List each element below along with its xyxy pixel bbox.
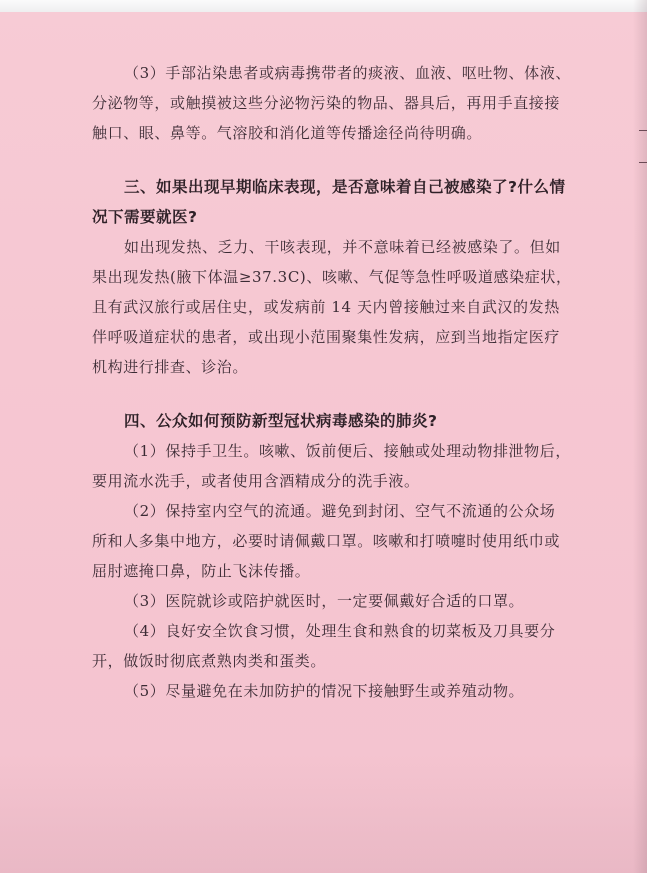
list-item	[92, 586, 560, 616]
text-line: 伴呼吸道症状的患者，或出现小范围聚集性发病，应到当地指定医疗	[92, 328, 561, 346]
text-line: 果出现发热(腋下体温≥37.3C)、咳嗽、气促等急性呼吸道感染症状，	[92, 268, 572, 286]
section-4	[92, 406, 571, 706]
text-line: 开，做饭时彻底煮熟肉类和蛋类。	[92, 652, 327, 670]
text-line: （3）医院就诊或陪护就医时，一定要佩戴好合适的口罩。	[124, 592, 525, 610]
section-3	[92, 172, 572, 382]
top-edge-strip	[0, 0, 647, 12]
text-line: 如出现发热、乏力、干咳表现，并不意味着已经被感染了。但如	[124, 238, 561, 256]
document-page	[92, 58, 572, 706]
section-heading: 况下需要就医?	[92, 208, 198, 226]
text-line: 所和人多集中地方，必要时请佩戴口罩。咳嗽和打喷嚏时使用纸巾或	[92, 532, 561, 550]
text-line: （3）手部沾染患者或病毒携带者的痰液、血液、呕吐物、体液、	[124, 64, 571, 82]
list-item	[92, 436, 571, 496]
text-line: 分泌物等，或触摸被这些分泌物污染的物品、器具后，再用手直接接	[92, 94, 561, 112]
paragraph-item-3-transmission	[92, 58, 571, 148]
text-line: （1）保持手卫生。咳嗽、饭前便后、接触或处理动物排泄物后，	[124, 442, 571, 460]
text-line: 屈肘遮掩口鼻，防止飞沫传播。	[92, 562, 311, 580]
text-line: 机构进行排查、诊治。	[92, 358, 249, 376]
edge-mark	[639, 130, 647, 131]
text-line: 触口、眼、鼻等。气溶胶和消化道等传播途径尚待明确。	[92, 124, 483, 142]
text-line: （4）良好安全饮食习惯，处理生食和熟食的切菜板及刀具要分	[124, 622, 556, 640]
edge-mark	[639, 162, 647, 163]
list-item	[92, 496, 560, 586]
text-line: （2）保持室内空气的流通。避免到封闭、空气不流通的公众场	[124, 502, 556, 520]
bottom-shading	[0, 753, 647, 873]
section-heading: 四、公众如何预防新型冠状病毒感染的肺炎?	[124, 412, 438, 430]
list-item	[92, 676, 560, 706]
text-line: 且有武汉旅行或居住史，或发病前 14 天内曾接触过来自武汉的发热	[92, 298, 560, 316]
text-line: （5）尽量避免在未加防护的情况下接触野生或养殖动物。	[124, 682, 525, 700]
section-heading: 三、如果出现早期临床表现，是否意味着自己被感染了?什么情	[124, 178, 566, 196]
list-item	[92, 616, 560, 676]
text-line: 要用流水洗手，或者使用含酒精成分的洗手液。	[92, 472, 420, 490]
